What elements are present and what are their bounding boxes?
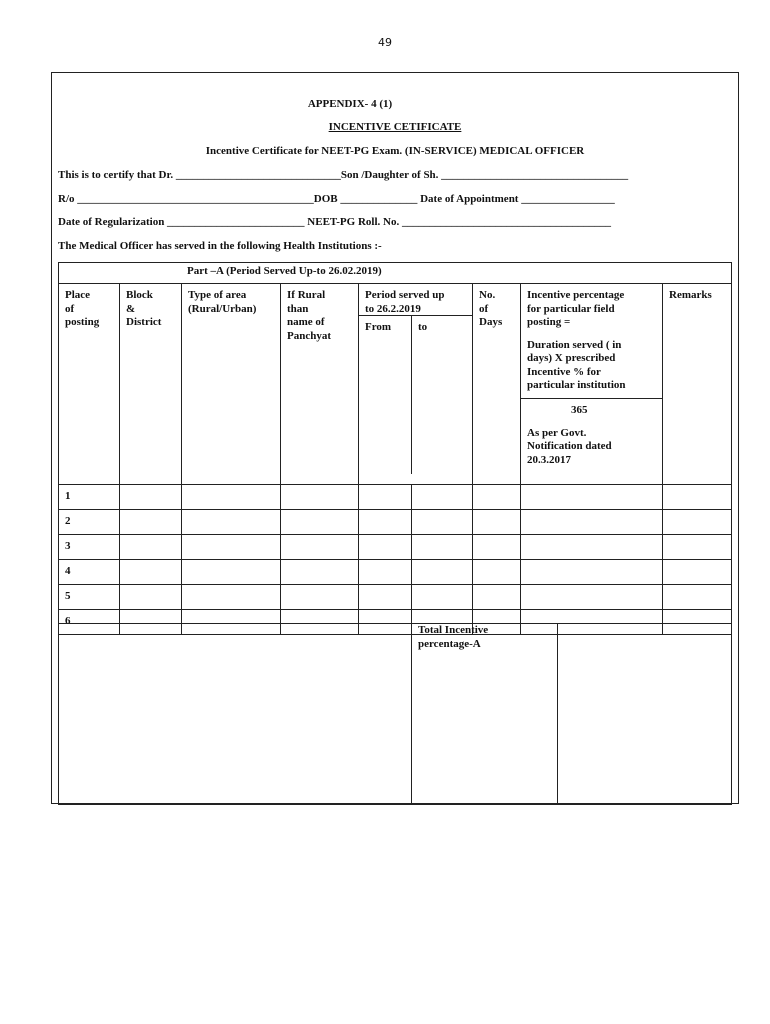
address-dob-line: R/o ___________________________________________DOB ______________ Date of Appointment _________________ <box>58 193 615 205</box>
row-number: 2 <box>59 510 120 535</box>
row-number: 3 <box>59 535 120 560</box>
col-days-header: No. of Days <box>473 284 521 485</box>
page-number: 49 <box>378 36 392 49</box>
row-number: 1 <box>59 485 120 510</box>
service-table <box>58 262 732 635</box>
certificate-title: INCENTIVE CETIFICATE <box>328 121 462 133</box>
table-row <box>59 510 732 535</box>
col-area-header: Type of area (Rural/Urban) <box>182 284 281 485</box>
served-statement: The Medical Officer has served in the following Health Institutions :- <box>58 240 382 252</box>
col-from-header: From <box>359 316 412 474</box>
row-number: 5 <box>59 585 120 610</box>
table-row <box>59 585 732 610</box>
col-period-header: Period served up to 26.2.2019 From to <box>359 284 473 485</box>
row-number: 6 <box>59 610 120 635</box>
table-row <box>59 485 732 510</box>
total-incentive-value <box>558 624 732 805</box>
col-place-header: Place of posting <box>59 284 120 485</box>
appendix-label: APPENDIX- 4 (1) <box>307 98 393 110</box>
col-block-header: Block & District <box>120 284 182 485</box>
table-row <box>59 535 732 560</box>
total-incentive-label: Total Incentive percentage-A <box>412 624 558 805</box>
incentive-denominator: 365 <box>571 404 588 416</box>
table-row <box>59 560 732 585</box>
total-table <box>58 623 732 805</box>
part-a-title: Part –A (Period Served Up-to 26.02.2019) <box>59 263 732 284</box>
row-number: 4 <box>59 560 120 585</box>
col-incentive-header: Incentive percentage for particular field posting = Duration served ( in days) X prescribed Incentive % for particular institution 365 As per Govt. Notification dated 20.3.2017 <box>521 284 663 485</box>
col-rural-header: If Rural than name of Panchyat <box>281 284 359 485</box>
col-remarks-header: Remarks <box>663 284 732 485</box>
certify-line: This is to certify that Dr. ______________________________Son /Daughter of Sh. __________________________________ <box>58 169 629 181</box>
total-blank-cell <box>59 624 412 805</box>
col-to-header: to <box>418 321 428 333</box>
regularization-line: Date of Regularization _________________________ NEET-PG Roll. No. ______________________________________ <box>58 216 611 228</box>
certificate-subtitle: Incentive Certificate for NEET-PG Exam. (IN-SERVICE) MEDICAL OFFICER <box>205 145 585 157</box>
